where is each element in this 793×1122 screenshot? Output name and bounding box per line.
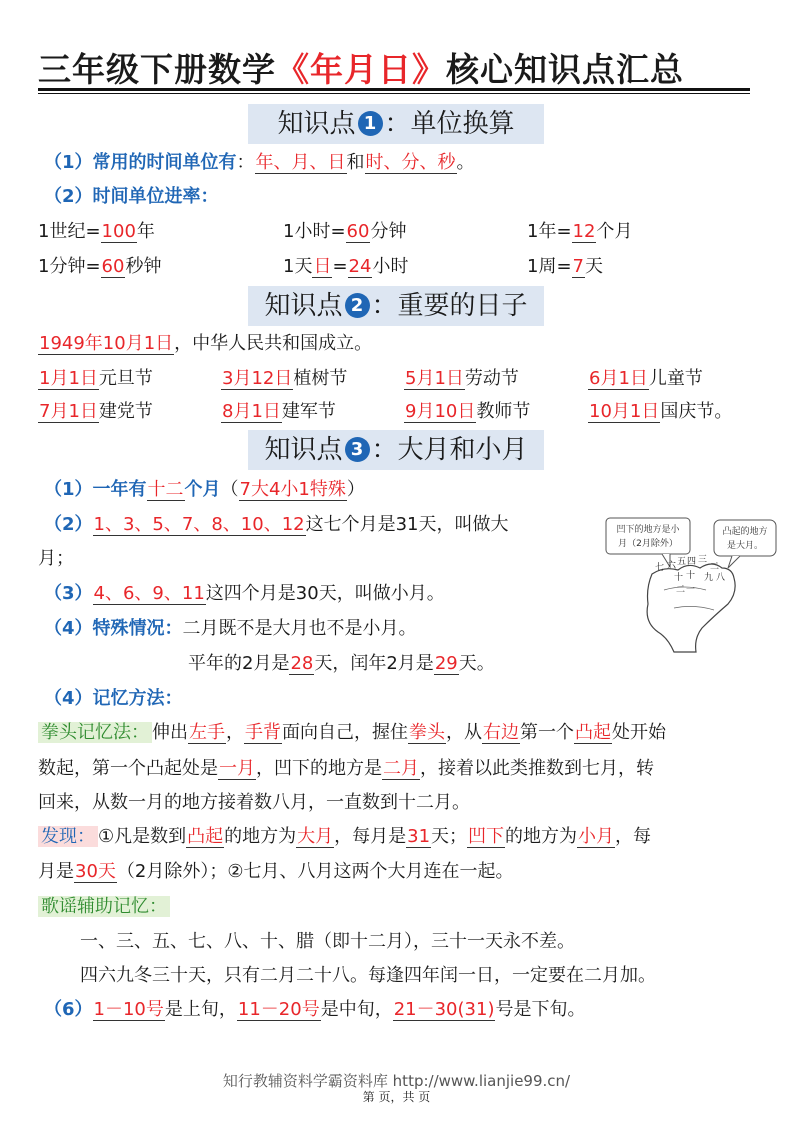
title-highlight: 《年月日》 [276,50,446,89]
months-line-7 [44,997,585,1023]
text: ， [226,722,244,743]
answer: 一月 [219,758,255,779]
text: 建军节 [281,401,336,422]
units-line-2 [44,184,219,210]
answer: 4、6、9、11 [93,583,205,604]
label: （4）特殊情况： [44,618,183,639]
text: ，每月是 [334,826,407,847]
page-number: 第 页，共 页 [362,1090,431,1104]
answer: 9月10日 [405,401,476,422]
text: 。 [456,152,475,173]
answer: 凹下 [468,826,505,847]
song-label-line [38,894,170,920]
text: 月是 [38,861,74,882]
footer-watermark: 知行教辅资料学霸资料库 http://www.lianjie99.cn/ [222,1072,571,1090]
bubble-left-text: 月（2月除外） [618,539,678,549]
holiday-item [221,399,336,425]
knuckle-label: 七 [655,563,665,573]
answer: 大月 [297,826,334,847]
text: 国庆节。 [660,401,733,422]
section-heading-text: 知识点 [277,109,356,139]
months-line-2 [44,512,509,538]
text: 这四个月是30天，叫做小月。 [205,583,445,604]
answer: 24 [348,256,372,277]
bubble-right-text: 是大月。 [726,541,764,551]
answer: 凸起 [575,722,611,743]
fist-method-line-3 [38,790,470,816]
months-line-3 [44,581,445,607]
section-heading-3 [248,430,544,470]
answer: 时、分、秒 [365,152,456,173]
answer: 十二 [147,479,184,500]
text: 二月既不是大月也不是小月。 [182,618,417,639]
text: ，从 [446,722,482,743]
text: 年 [136,221,155,242]
knuckle-label: 五 [677,557,687,567]
knuckle-label: 十 [686,571,696,581]
knuckle-label: 六 [667,561,677,571]
bubble-left-text: 凹下的地方是小 [616,525,680,535]
answer: 1月1日 [39,368,98,389]
answer: 手背 [245,722,281,743]
holiday-item [221,366,347,392]
answer: 年、月、日 [255,152,346,173]
conversion-item [283,254,408,280]
holiday-item [588,366,703,392]
answer: 1949年10月1日 [39,333,174,354]
text: 1世纪= [38,221,101,242]
answer: 12 [572,221,596,242]
knuckle-label: 一 [686,585,696,595]
holiday-item [404,399,530,425]
conversion-item [527,254,603,280]
answer: 5月1日 [405,368,464,389]
answer: 3月12日 [222,368,293,389]
answer: 二月 [383,758,419,779]
answer: 29 [434,653,458,674]
song-line-2 [80,963,656,989]
answer: 7月1日 [39,401,98,422]
text: 处开始 [612,722,666,743]
song-label: 歌谣辅助记忆： [38,896,170,917]
label: （3） [44,583,93,604]
answer: 7大4小1特殊 [239,479,346,500]
bubble-right-text: 凸起的地方 [722,527,768,537]
text: 第一个 [520,722,574,743]
discovery-label: 发现： [38,826,98,847]
section-heading-text: ：单位换算 [384,109,515,139]
text: 和 [346,152,365,173]
text: 1分钟= [38,256,101,277]
answer: 31 [407,826,431,847]
fist-method-line-1 [38,720,666,746]
knuckle-label: 二 [710,562,720,572]
label: （1）一年有 [44,479,147,500]
text: 号是下旬。 [495,999,586,1020]
section-heading-text: 知识点 [264,435,343,465]
text: 回来，从数一月的地方接着数八月，一直数到十二月。 [38,792,470,813]
text: 的地方为 [505,826,578,847]
text: 伸出 [152,722,188,743]
answer: 拳头 [409,722,445,743]
text: 1小时= [283,221,346,242]
text: 1周= [527,256,572,277]
section-heading-2 [248,286,544,326]
text: 天； [431,826,468,847]
answer: 7 [572,256,584,277]
holiday-item [38,366,153,392]
text: （2月除外）；②七月、八月这两个大月连在一起。 [116,861,514,882]
conversion-item [527,219,632,245]
label: 个月 [184,479,221,500]
text: 是上旬， [164,999,237,1020]
answer: 11－20号 [237,999,320,1020]
text: 教师节 [476,401,531,422]
text: = [332,256,348,277]
answer: 1－10号 [93,999,164,1020]
label: （1）常用的时间单位有 [44,152,237,173]
fist-method-line-2 [38,756,654,782]
answer: 100 [101,221,136,242]
discovery-line-1 [38,824,651,850]
title-pre: 三年级下册数学 [38,50,276,89]
answer: 60 [346,221,370,242]
text: 四六九冬三十天，只有二月二十八。每逢四年闰一日，一定要在二月加。 [80,965,656,986]
text: 分钟 [370,221,407,242]
answer: 左手 [189,722,225,743]
answer: 小月 [578,826,615,847]
text: 一、三、五、七、八、十、腊（即十二月），三十一天永不差。 [80,931,575,952]
title-post: 核心知识点汇总 [446,50,684,89]
text: ： [236,152,255,173]
text: 劳动节 [464,368,519,389]
text: ） [346,479,365,500]
months-line-5 [188,651,495,677]
label: （6） [44,999,93,1020]
text: ，中华人民共和国成立。 [174,333,373,354]
answer: 日 [313,256,332,277]
text: 1年= [527,221,572,242]
section-heading-1 [248,104,544,144]
answer: 1、3、5、7、8、10、12 [93,514,305,535]
text: 天，闰年2月是 [314,653,434,674]
answer: 21－30(31) [393,999,495,1020]
text: 个月 [596,221,633,242]
number-badge-2: 2 [345,293,370,318]
text: 面向自己，握住 [282,722,408,743]
title-rule-thin [38,93,750,94]
answer: 凸起 [187,826,224,847]
text: 是中旬， [320,999,393,1020]
text: 建党节 [98,401,153,422]
answer: 30天 [75,861,116,882]
knuckle-label: 三 [698,555,708,565]
answer: 8月1日 [222,401,281,422]
section-heading-text: 知识点 [264,291,343,321]
answer: 28 [290,653,314,674]
knuckle-label: 二 [676,585,686,595]
months-line-1 [44,477,365,503]
knuckle-label: 八 [716,573,726,583]
number-badge-1: 1 [358,111,383,136]
discovery-line-2 [38,859,514,885]
text: ，凹下的地方是 [256,758,382,779]
knuckle-label: 九 [704,573,714,583]
text: ，接着以此类推数到七月，转 [420,758,654,779]
months-line-2b [38,546,74,572]
answer: 右边 [483,722,519,743]
label: （2）时间单位进率： [44,186,219,207]
fist-method-label: 拳头记忆法： [38,722,152,743]
page-title [38,44,750,91]
fist-illustration [604,512,784,662]
text: 植树节 [293,368,348,389]
knuckle-label: 十 [674,573,684,583]
holiday-item [404,366,519,392]
speech-bubble-right [714,520,776,568]
text: 儿童节 [648,368,703,389]
label: （2） [44,514,93,535]
answer: 6月1日 [589,368,648,389]
text: 平年的2月是 [188,653,290,674]
holiday-item [38,399,153,425]
units-line-1 [44,150,475,176]
text: （ [220,479,239,500]
prc-founding-line [38,331,372,357]
holiday-item [588,399,732,425]
text: 1天 [283,256,313,277]
knuckle-label: 四 [687,557,697,567]
text: 小时 [372,256,409,277]
answer: 10月1日 [589,401,660,422]
text: 数起，第一个凸起处是 [38,758,218,779]
conversion-item [38,254,161,280]
conversion-item [38,219,155,245]
text: 元旦节 [98,368,153,389]
section-heading-text: ：重要的日子 [371,291,528,321]
number-badge-3: 3 [345,437,370,462]
text: ①凡是数到 [98,826,187,847]
answer: 60 [101,256,125,277]
text: 天 [585,256,603,277]
text: 的地方为 [224,826,297,847]
section-heading-text: ：大月和小月 [371,435,528,465]
title-rule-thick [38,88,750,91]
text: 月； [38,548,74,569]
months-line-4 [44,616,417,642]
conversion-item [283,219,406,245]
text: 天。 [458,653,495,674]
text: ，每 [615,826,652,847]
song-line-1 [80,929,575,955]
months-line-6 [44,686,183,712]
text: 这七个月是31天，叫做大 [305,514,509,535]
label: （4）记忆方法： [44,688,183,709]
text: 秒钟 [125,256,162,277]
